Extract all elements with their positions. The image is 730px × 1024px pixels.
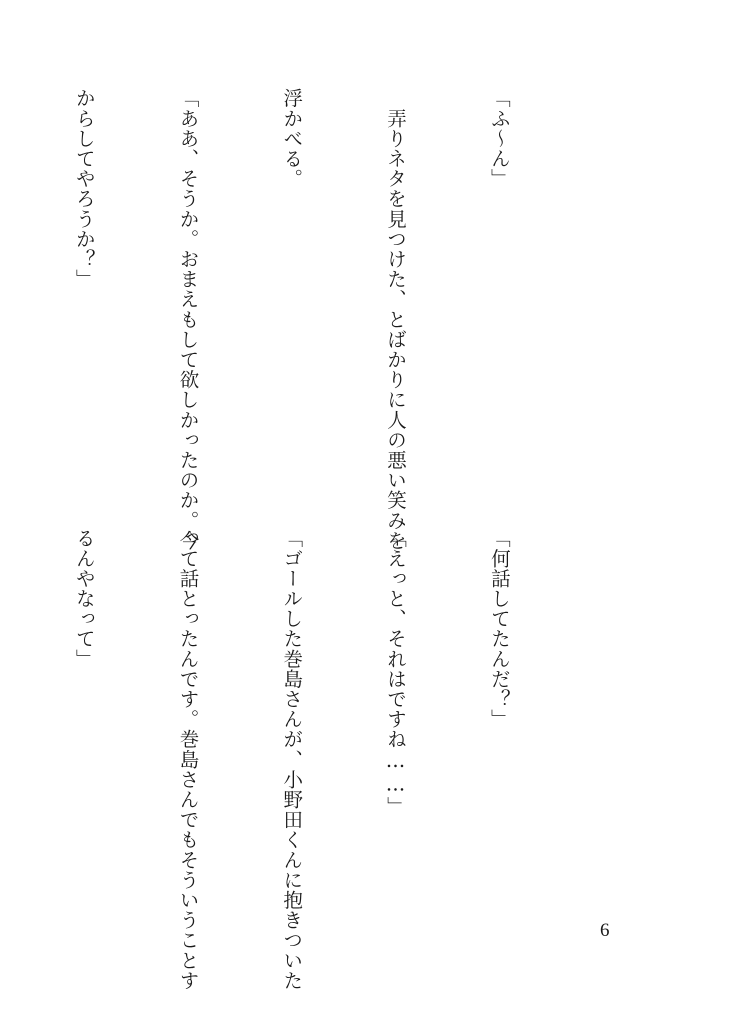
text-line: 「ふ〜ん」	[487, 88, 511, 189]
text-line: 弄りネタを見つけた、とばかりに人の悪い笑みを	[384, 88, 408, 551]
text-line: 「えっと、それはですね……」	[384, 528, 408, 817]
upper-text-block	[72, 88, 585, 551]
text-line: 「ゴールした巻島さんが、小野田くんに抱きついた	[280, 528, 304, 991]
text-line: るんやなって」	[72, 528, 96, 669]
text-line: って話とったんです。巻島さんでもそういうことす	[176, 528, 200, 991]
text-line: からしてやろうか？」	[72, 88, 96, 289]
page-number: 6	[600, 920, 610, 941]
text-line: 「何話してたんだ？」	[487, 528, 511, 729]
text-line: 浮かべる。	[280, 88, 304, 189]
lower-text-block	[72, 528, 585, 991]
text-line: 「ああ、そうか。おまえもして欲しかったのか。今	[176, 88, 200, 551]
